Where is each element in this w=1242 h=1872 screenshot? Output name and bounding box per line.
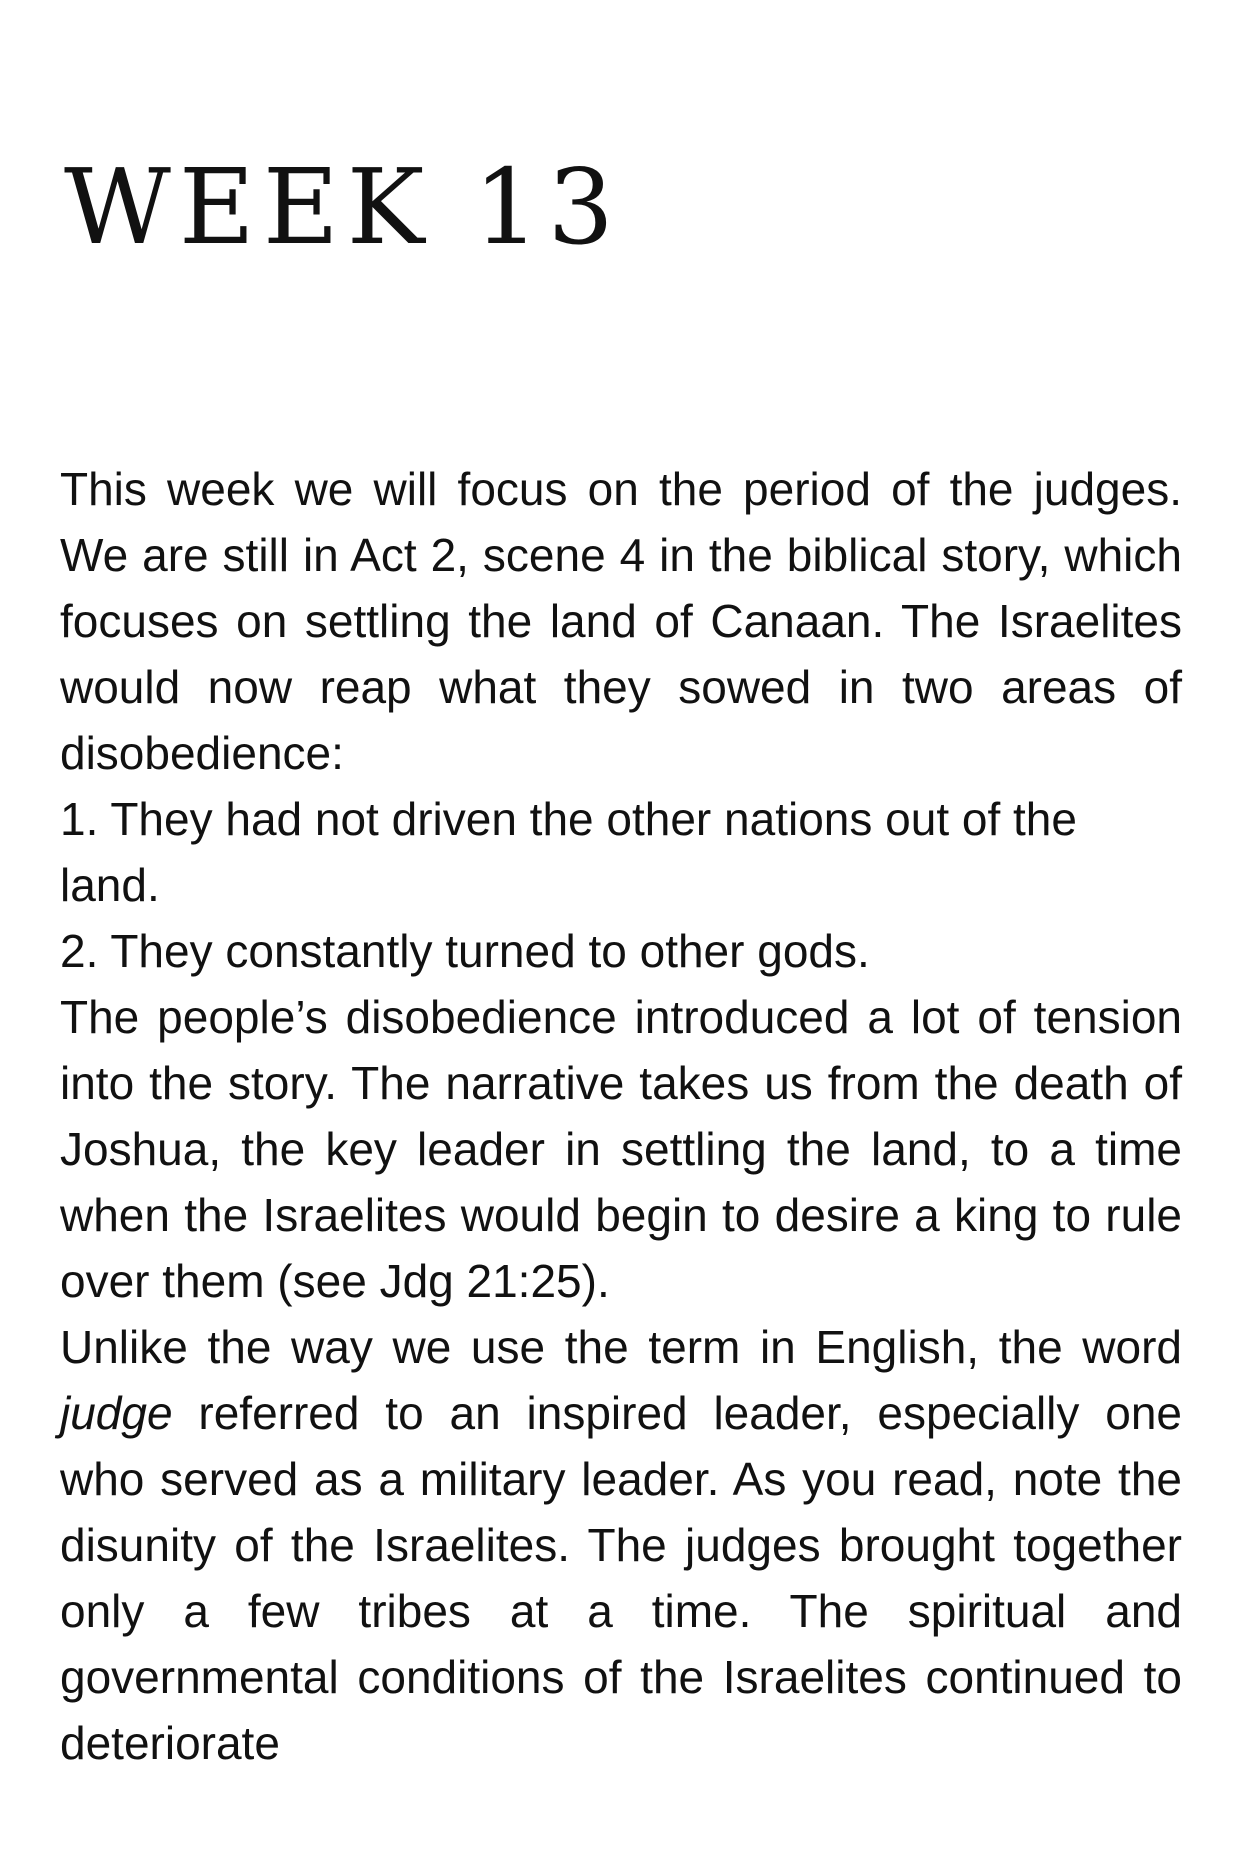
emphasized-word-judge: judge [60, 1387, 173, 1439]
paragraph-tension: The people’s disobedience introduced a lot of tension into the story. The narrative takes us from the death of Joshua, the key leader in settling the land, to a time when the Israelites would begin to desire a king to rule over them (see Jdg 21:25). [60, 991, 1182, 1307]
list-item-1: 1. They had not driven the other nations out of the land. [60, 793, 1077, 911]
reader-page [60, 0, 1182, 1872]
paragraph-intro: This week we will focus on the period of the judges. We are still in Act 2, scene 4 in the biblical story, which focuses on settling the land of Canaan. The Israelites would now reap what they sowed in two areas of disobedience: [60, 463, 1182, 779]
paragraph-judge-definition [60, 1314, 1182, 1776]
list-item-2: 2. They constantly turned to other gods. [60, 925, 870, 977]
paragraph-judge-text-end: referred to an inspired leader, especially one who served as a military leader. As you read, note the disunity of the Israelites. The judges brought together only a few tribes at a time. The spiritual and governmental conditions of the Israelites continued to deteriorate [60, 1387, 1182, 1769]
paragraph-judge-text-start: Unlike the way we use the term in English, the word [60, 1321, 1182, 1373]
chapter-heading: WEEK 13 [64, 146, 622, 268]
body-text [60, 456, 1182, 1776]
